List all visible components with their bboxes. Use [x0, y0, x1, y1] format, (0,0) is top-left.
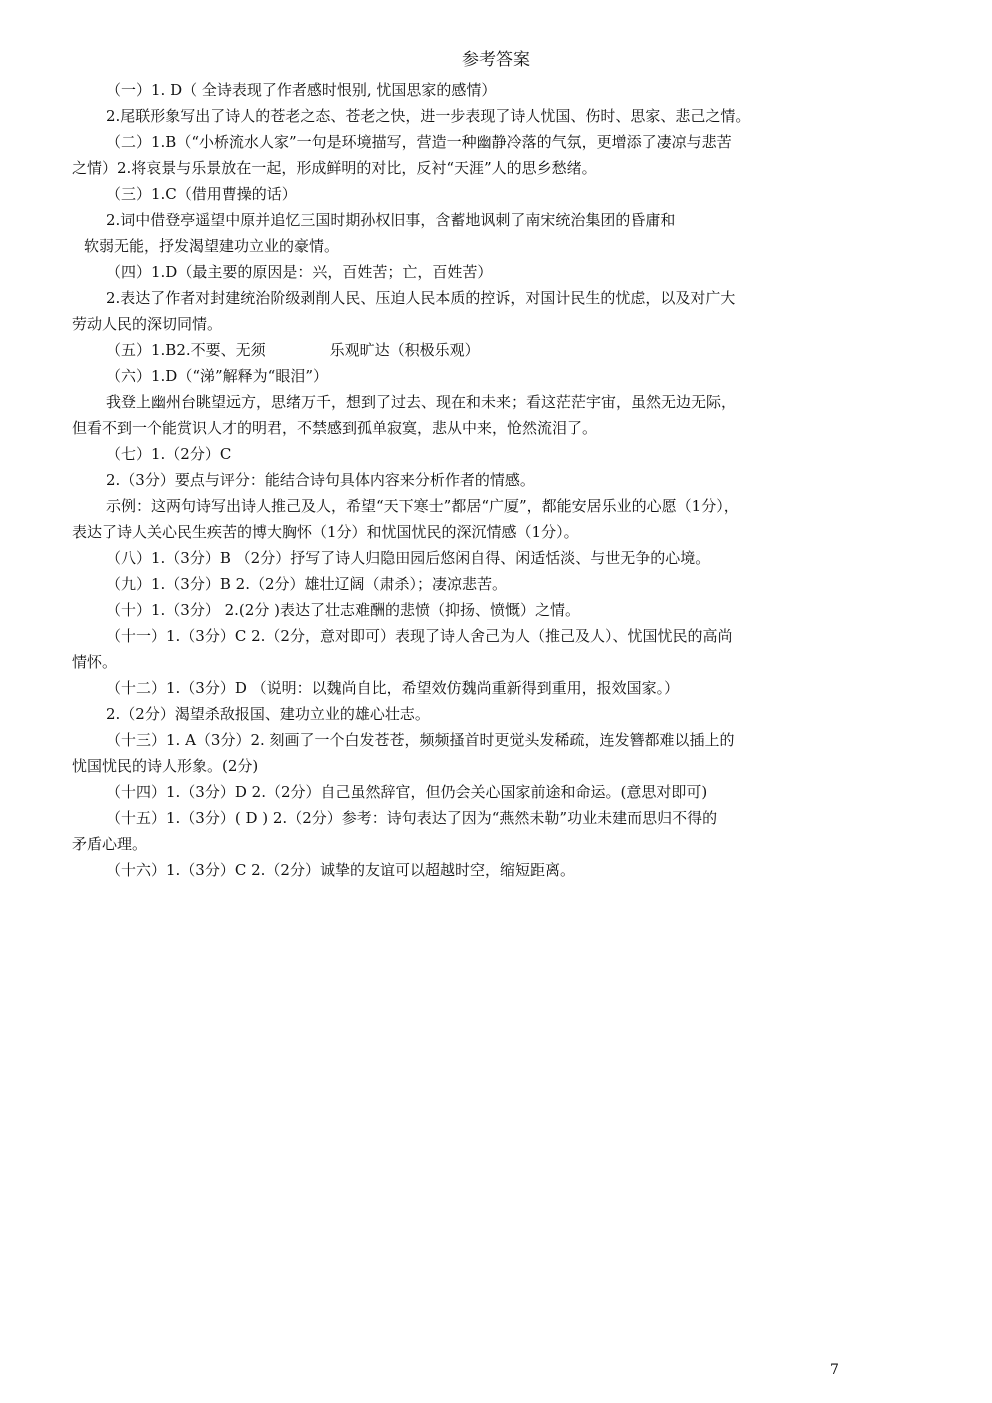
answer-line: 劳动人民的深切同情。: [72, 315, 223, 333]
answer-line: 表达了诗人关心民生疾苦的博大胸怀（1分）和忧国忧民的深沉情感（1分）。: [72, 523, 579, 541]
answer-line: （七）1.（2分）C: [106, 445, 232, 463]
answer-segment: 乐观旷达（积极乐观）: [329, 341, 480, 359]
answer-line: （十三）1. A（3分）2. 刻画了一个白发苍苍，频频搔首时更觉头发稀疏，连发簪都难以插上的: [106, 731, 735, 749]
answer-line: 软弱无能，抒发渴望建功立业的豪情。: [84, 237, 340, 255]
answer-line: （一）1. D（ 全诗表现了作者感时恨别, 忧国思家的感情）: [106, 81, 497, 99]
answer-line: 之情）2.将哀景与乐景放在一起，形成鲜明的对比，反衬“天涯”人的思乡愁绪。: [72, 159, 597, 177]
answer-line: 2.（2分）渴望杀敌报国、建功立业的雄心壮志。: [106, 705, 430, 723]
answer-line: 情怀。: [72, 653, 118, 671]
answer-line: 矛盾心理。: [72, 835, 148, 853]
answer-line: 2.尾联形象写出了诗人的苍老之态、苍老之快，进一步表现了诗人忧国、伤时、思家、悲己之情。: [106, 107, 751, 125]
answer-line: （十五）1.（3分）( D ) 2.（2分）参考：诗句表达了因为“燕然未勒”功业未建而思归不得的: [106, 809, 718, 827]
page-title: 参考答案: [462, 50, 530, 70]
answer-line: 2.词中借登亭遥望中原并追忆三国时期孙权旧事，含蓄地讽刺了南宋统治集团的昏庸和: [106, 211, 676, 229]
answer-line: 但看不到一个能赏识人才的明君，不禁感到孤单寂寞，悲从中来，怆然流泪了。: [72, 419, 598, 437]
answer-segment: （五）1.B2.不要、无须: [106, 341, 266, 359]
answer-line: 我登上幽州台眺望远方，思绪万千，想到了过去、现在和未来；看这茫茫宇宙，虽然无边无际，: [106, 393, 737, 411]
page-number: 7: [830, 1362, 839, 1378]
answer-line: （二）1.B（“小桥流水人家”一句是环境描写，营造一种幽静冷落的气氛，更增添了凄凉与悲苦: [106, 133, 732, 151]
answer-line: （六）1.D（“涕”解释为“眼泪”）: [106, 367, 329, 385]
answer-line: （十四）1.（3分）D 2.（2分）自己虽然辞官，但仍会关心国家前途和命运。(意思对即可): [106, 783, 708, 801]
answer-line: （十一）1.（3分）C 2.（2分，意对即可）表现了诗人舍己为人（推己及人）、忧国忧民的高尚: [106, 627, 733, 645]
answer-line: （九）1.（3分）B 2.（2分）雄壮辽阔（肃杀）；凄凉悲苦。: [106, 575, 508, 593]
answer-line: 2.表达了作者对封建统治阶级剥削人民、压迫人民本质的控诉，对国计民生的忧虑，以及对广大: [106, 289, 736, 307]
answer-line: （十二）1.（3分）D （说明：以魏尚自比，希望效仿魏尚重新得到重用，报效国家。）: [106, 679, 680, 697]
answer-line: [72, 337, 848, 363]
answer-content: [72, 77, 848, 883]
answer-line: （四）1.D（最主要的原因是：兴，百姓苦；亡，百姓苦）: [106, 263, 493, 281]
answer-line: 2.（3分）要点与评分：能结合诗句具体内容来分析作者的情感。: [106, 471, 535, 489]
answer-line: 忧国忧民的诗人形象。(2分): [72, 757, 259, 775]
answer-line: （三）1.C（借用曹操的话）: [106, 185, 297, 203]
answer-line: （十六）1.（3分）C 2.（2分）诚挚的友谊可以超越时空，缩短距离。: [106, 861, 575, 879]
answer-line: （十）1.（3分） 2.(2分 )表达了壮志难酬的悲愤（抑扬、愤慨）之情。: [106, 601, 580, 619]
answer-line: 示例：这两句诗写出诗人推己及人，希望“天下寒士”都居“广厦”，都能安居乐业的心愿（1分），: [106, 497, 739, 515]
answer-line: （八）1.（3分）B （2分）抒写了诗人归隐田园后悠闲自得、闲适恬淡、与世无争的心境。: [106, 549, 711, 567]
